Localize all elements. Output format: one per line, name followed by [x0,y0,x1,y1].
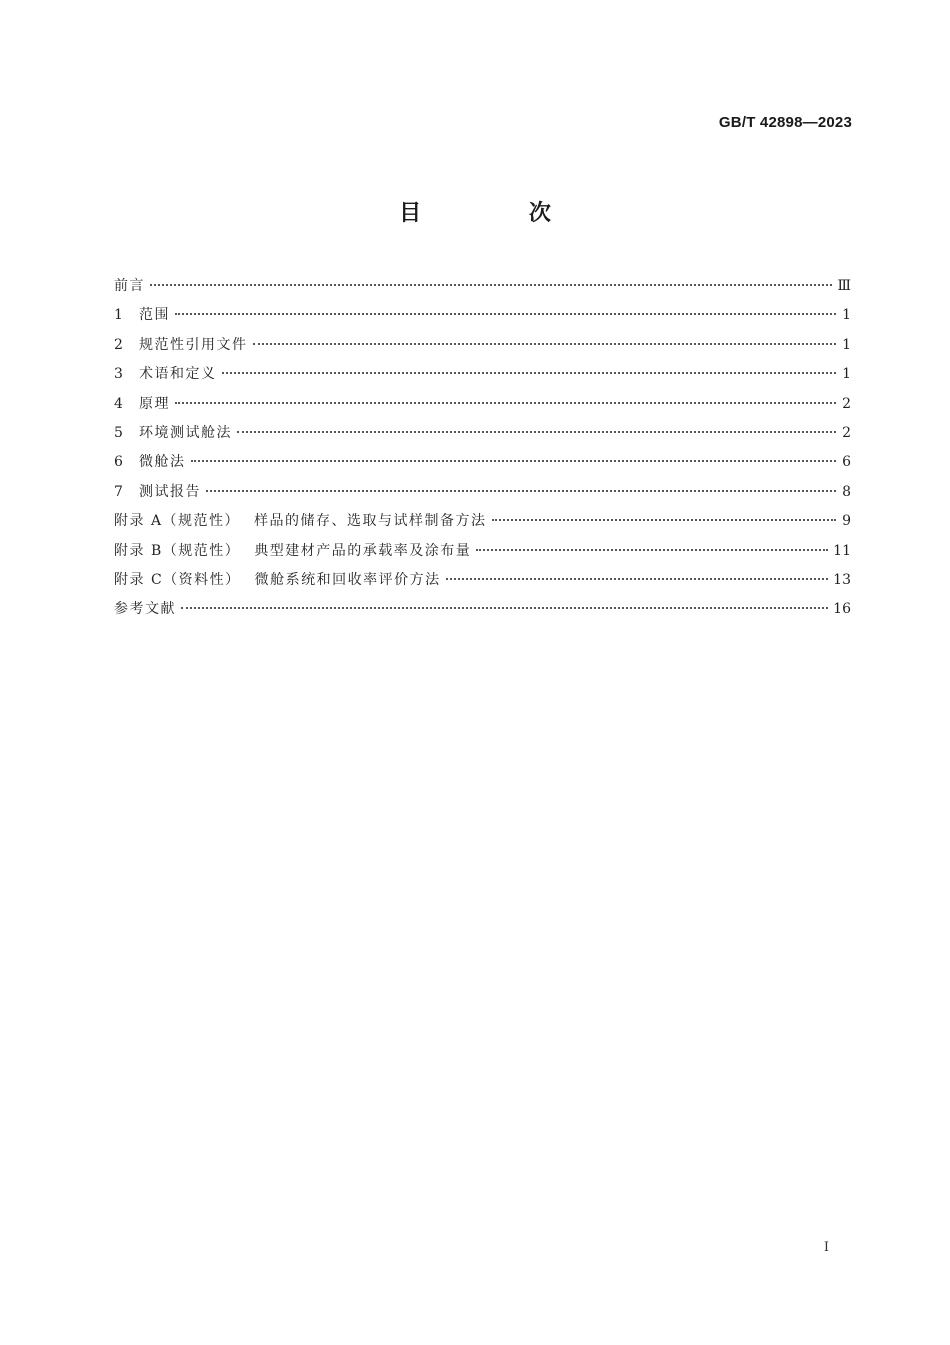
toc-entry-number: 2 [114,336,123,353]
toc-entry-page: 2 [842,424,851,441]
table-of-contents [114,272,851,625]
page-title: 目 次 [399,201,601,226]
toc-entry-annex-b[interactable] [114,537,851,566]
toc-leader-dots [206,490,836,492]
toc-entry-number: 1 [114,307,123,324]
toc-entry-label: 环境测试舱法 [139,424,232,441]
toc-entry-label: 参考文献 [114,601,176,618]
toc-entry-number: 7 [114,483,123,500]
toc-entry-foreword[interactable] [114,272,851,301]
toc-leader-dots [446,578,829,580]
toc-leader-dots [237,431,836,433]
standard-number: GB/T 42898—2023 [718,114,852,131]
toc-entry-number: 3 [114,366,123,383]
toc-leader-dots [175,402,836,404]
toc-entry-page: Ⅲ [837,278,851,294]
toc-entry-principle[interactable] [114,390,851,419]
toc-leader-dots [181,607,828,609]
toc-entry-subtitle: 典型建材产品的承载率及涂布量 [254,542,472,559]
toc-entry-page: 1 [842,336,851,353]
toc-entry-annex-c[interactable] [114,566,851,595]
toc-leader-dots [253,343,837,345]
toc-entry-subtitle: 微舱系统和回收率评价方法 [254,571,441,588]
toc-leader-dots [175,313,836,315]
toc-entry-chamber-method[interactable] [114,419,851,448]
toc-entry-label: 术语和定义 [139,366,217,383]
toc-entry-label: 测试报告 [139,483,201,500]
toc-entry-normative-references[interactable] [114,331,851,360]
toc-entry-label: 微舱法 [139,454,186,471]
toc-entry-page: 1 [842,366,851,383]
toc-entry-micro-chamber-method[interactable] [114,448,851,477]
toc-entry-page: 6 [842,454,851,471]
toc-entry-label: 附录 B（规范性） [114,542,241,559]
toc-entry-bibliography[interactable] [114,595,851,624]
toc-entry-page: 16 [833,601,851,618]
toc-entry-page: 8 [842,483,851,500]
toc-entry-label: 前言 [114,278,145,294]
toc-entry-subtitle: 样品的储存、选取与试样制备方法 [254,513,487,530]
toc-entry-label: 附录 A（规范性） [114,513,241,530]
toc-entry-scope[interactable] [114,301,851,330]
toc-entry-test-report[interactable] [114,478,851,507]
toc-entry-number: 6 [114,454,123,471]
toc-entry-page: 9 [842,513,851,530]
toc-leader-dots [191,460,837,462]
toc-entry-number: 4 [114,395,123,412]
toc-entry-number: 5 [114,424,123,441]
toc-leader-dots [492,519,836,521]
toc-leader-dots [150,284,832,286]
toc-entry-page: 13 [833,571,851,588]
toc-entry-annex-a[interactable] [114,507,851,536]
toc-entry-label: 附录 C（资料性） [114,571,241,588]
toc-leader-dots [222,372,837,374]
toc-entry-label: 规范性引用文件 [139,336,248,353]
page-number: I [823,1240,829,1255]
toc-entry-label: 原理 [139,395,170,412]
toc-entry-page: 1 [842,307,851,324]
toc-entry-page: 11 [833,542,851,559]
toc-entry-terms-definitions[interactable] [114,360,851,389]
toc-entry-page: 2 [842,395,851,412]
toc-entry-label: 范围 [139,307,170,324]
toc-leader-dots [476,549,828,551]
